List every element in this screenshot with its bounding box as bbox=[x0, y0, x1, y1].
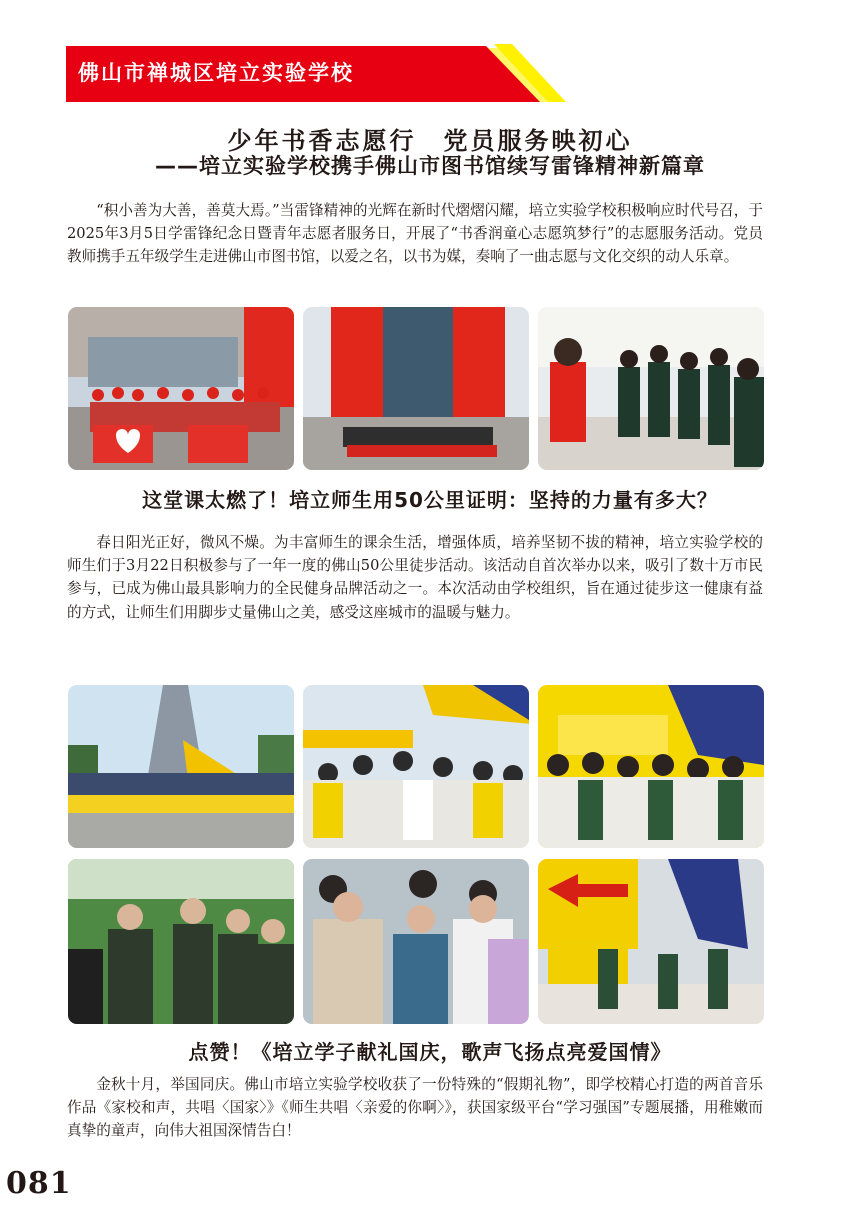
section-banner bbox=[66, 44, 566, 102]
photo-library-volunteers bbox=[538, 307, 764, 470]
page-number: 081 bbox=[6, 1166, 72, 1201]
photo-hike-yellow-board bbox=[538, 685, 764, 848]
photo-hike-students-crowd bbox=[303, 859, 529, 1024]
article3-paragraph: 金秋十月，举国同庆。佛山市培立实验学校收获了一份特殊的“假期礼物”，即学校精心打造的两首音乐作品《家校和声，共唱〈国家〉》《师生共唱〈亲爱的你啊〉》，获国家级平台“学习强国”专题展播，用稚嫩而真挚的童声，向伟大祖国深情告白！ bbox=[67, 1076, 763, 1140]
photo-library-group-2 bbox=[303, 307, 529, 470]
banner-title: 佛山市禅城区培立实验学校 bbox=[78, 61, 354, 85]
article3-title: 点赞！《培立学子献礼国庆，歌声飞扬点亮爱国情》 bbox=[188, 1040, 672, 1064]
photo-hike-start-arch bbox=[303, 685, 529, 848]
article2-title: 这堂课太燃了！培立师生用50公里证明：坚持的力量有多大？ bbox=[142, 488, 718, 512]
article2-paragraph: 春日阳光正好，微风不燥。为丰富师生的课余生活，增强体质，培养坚韧不拔的精神，培立实验学校的师生们于3月22日积极参与了一年一度的佛山50公里徒步活动。该活动自首次举办以来，吸引了数十万市民参与，已成为佛山最具影响力的全民健身品牌活动之一。本次活动由学校组织，旨在通过徒步这一健康有益的方式，让师生们用脚步丈量佛山之美，感受这座城市的温暖与魅力。 bbox=[67, 534, 763, 621]
photo-hike-first-sign bbox=[538, 859, 764, 1024]
photo-hike-tower-group bbox=[68, 685, 294, 848]
article1-title: 少年书香志愿行 党员服务映初心 bbox=[227, 127, 633, 155]
article1-subtitle: ——培立实验学校携手佛山市图书馆续写雷锋精神新篇章 bbox=[155, 154, 705, 178]
article1-paragraph: “积小善为大善，善莫大焉。”当雷锋精神的光辉在新时代熠熠闪耀，培立实验学校积极响应时代号召，于2025年3月5日学雷锋纪念日暨青年志愿者服务日，开展了“书香润童心志愿筑梦行”的志愿服务活动。党员教师携手五年级学生走进佛山市图书馆，以爱之名，以书为媒，奏响了一曲志愿与文化交织的动人乐章。 bbox=[67, 202, 763, 266]
photo-library-group-1 bbox=[68, 307, 294, 470]
photo-hike-students-park bbox=[68, 859, 294, 1024]
